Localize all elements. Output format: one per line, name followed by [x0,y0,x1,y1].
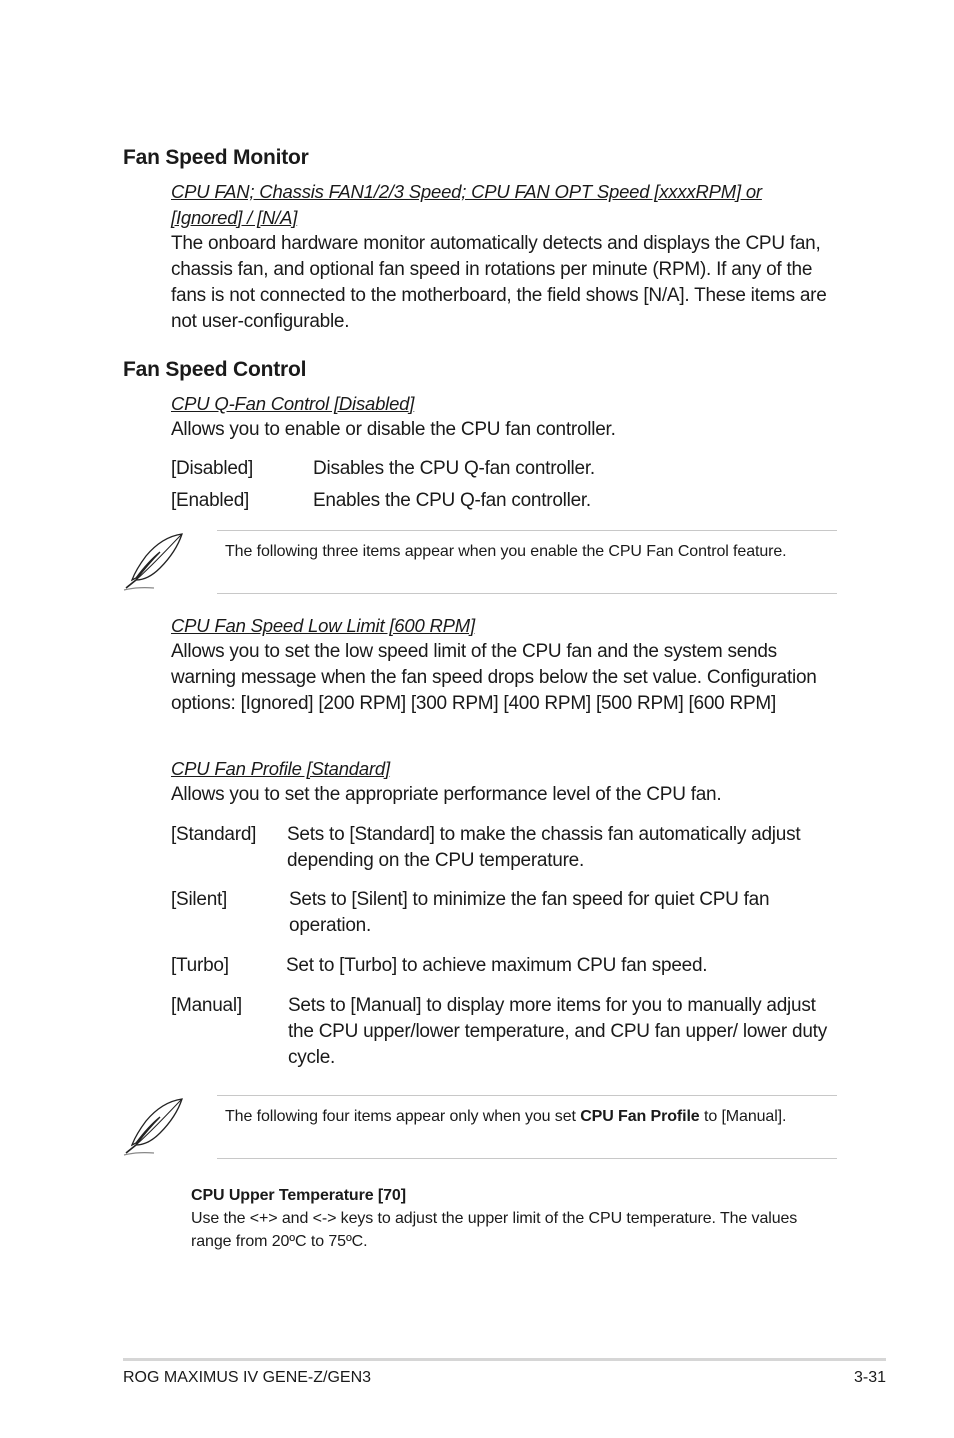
item-description-fan-speed: The onboard hardware monitor automatically detects and displays the CPU fan, chassis fan, and optional fan speed in rotations per minute (RPM). If any of the fans is not connected to the motherboard, the field shows [N/A]. These items are not user-configurable. [171,233,827,332]
note-bottom-divider [217,593,837,594]
footer-page-number: 3-31 [853,1369,886,1386]
item-title-cpu-q-fan-control: CPU Q-Fan Control [Disabled] [171,393,415,414]
footer-divider [123,1358,886,1361]
footer-product-name: ROG MAXIMUS IV GENE-Z/GEN3 [123,1369,372,1386]
note-text-pre: The following four items appear only when you set [225,1108,581,1125]
option-row-enabled [171,488,836,514]
note-text-fan-profile [225,1105,825,1128]
option-label: [Disabled] [171,458,253,479]
note-text-post: to [Manual]. [699,1108,787,1125]
item-description-cpu-upper-temperature: Use the <+> and <-> keys to adjust the upper limit of the CPU temperature. The values range from 20ºC to 75ºC. [191,1210,798,1250]
item-description-cpu-fan-speed-low-limit: Allows you to set the low speed limit of the CPU fan and the system sends warning message when the fan speed drops below the set value. Configuration options: [Ignored] [200 RPM] [300 RPM] [400 RPM] [500 RPM] [600 RPM] [171,641,817,714]
item-title-cpu-fan-speed-low-limit: CPU Fan Speed Low Limit [600 RPM] [171,615,475,636]
option-label: [Standard] [171,824,257,845]
section-heading-fan-speed-control: Fan Speed Control [123,358,307,381]
item-description-cpu-q-fan-control: Allows you to enable or disable the CPU fan controller. [171,419,616,440]
option-description: Set to [Turbo] to achieve maximum CPU fan speed. [286,955,708,976]
option-description: Disables the CPU Q-fan controller. [313,458,595,479]
option-row-turbo [171,953,836,979]
item-title-cpu-upper-temperature: CPU Upper Temperature [70] [191,1187,406,1204]
option-row-disabled [171,456,836,482]
item-title-line-1: CPU FAN; Chassis FAN1/2/3 Speed; CPU FAN OPT Speed [xxxxRPM] or [171,181,762,202]
item-title-cpu-fan-profile: CPU Fan Profile [Standard] [171,758,390,779]
option-label: [Manual] [171,995,242,1016]
option-row-manual [171,993,836,1071]
feather-pen-icon [120,530,184,594]
note-text-fan-control: The following three items appear when you enable the CPU Fan Control feature. [225,543,787,560]
option-label: [Turbo] [171,955,229,976]
note-top-divider [217,530,837,531]
option-row-silent [171,887,836,939]
note-text-bold: CPU Fan Profile [580,1108,700,1125]
section-heading-fan-speed-monitor: Fan Speed Monitor [123,146,309,169]
note-bottom-divider [217,1158,837,1159]
item-title-fan-speed [171,179,831,231]
option-description: Sets to [Silent] to minimize the fan speed for quiet CPU fan operation. [289,889,770,936]
option-description: Sets to [Manual] to display more items for you to manually adjust the CPU upper/lower temperature, and CPU fan upper/ lower duty cycle. [288,995,827,1068]
item-description-cpu-fan-profile: Allows you to set the appropriate performance level of the CPU fan. [171,784,722,805]
option-description: Sets to [Standard] to make the chassis fan automatically adjust depending on the CPU temperature. [287,824,801,871]
option-row-standard [171,822,836,874]
option-description: Enables the CPU Q-fan controller. [313,490,591,511]
option-label: [Silent] [171,889,228,910]
option-label: [Enabled] [171,490,250,511]
item-title-line-2: [Ignored] / [N/A] [171,207,298,228]
feather-pen-icon [120,1095,184,1159]
note-top-divider [217,1095,837,1096]
